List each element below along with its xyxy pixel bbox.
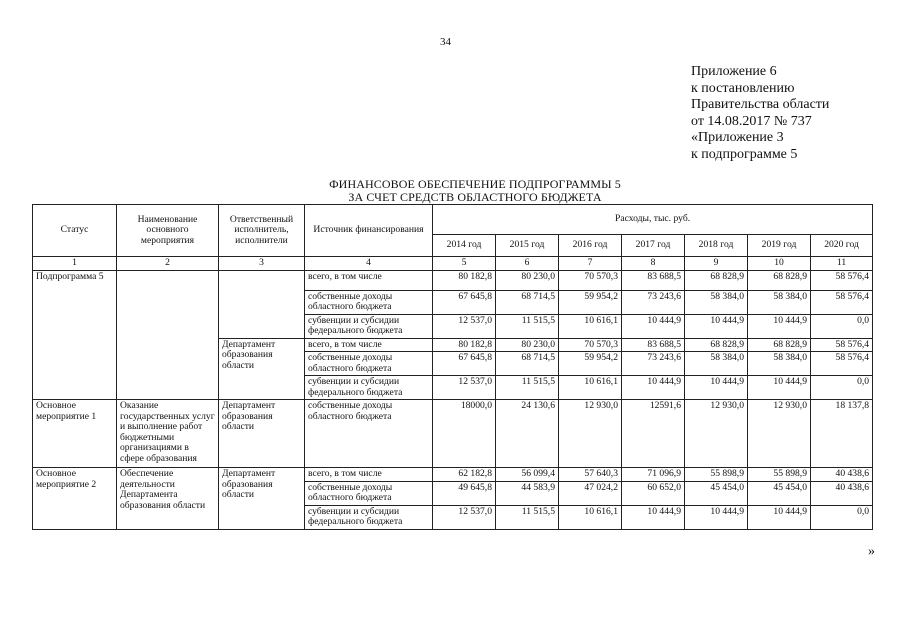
value-cell: 70 570,3 bbox=[559, 338, 622, 352]
table-row bbox=[33, 468, 873, 482]
header-activity: Наименование основного мероприятия bbox=[117, 205, 219, 257]
value-cell: 12 930,0 bbox=[748, 400, 811, 468]
executor-cell: Департамент образования области bbox=[219, 468, 305, 530]
value-cell: 68 714,5 bbox=[496, 290, 559, 314]
appendix-line: от 14.08.2017 № 737 bbox=[691, 113, 812, 129]
value-cell: 40 438,6 bbox=[811, 481, 873, 505]
value-cell: 10 616,1 bbox=[559, 376, 622, 400]
value-cell: 10 444,9 bbox=[685, 314, 748, 338]
source-cell: субвенции и субсидии федерального бюджета bbox=[305, 314, 433, 338]
value-cell: 68 714,5 bbox=[496, 352, 559, 376]
value-cell: 10 444,9 bbox=[748, 314, 811, 338]
value-cell: 44 583,9 bbox=[496, 481, 559, 505]
value-cell: 58 576,4 bbox=[811, 352, 873, 376]
value-cell: 12 930,0 bbox=[685, 400, 748, 468]
column-number: 6 bbox=[496, 257, 559, 271]
title-line-1: ФИНАНСОВОЕ ОБЕСПЕЧЕНИЕ ПОДПРОГРАММЫ 5 bbox=[329, 177, 621, 191]
value-cell: 57 640,3 bbox=[559, 468, 622, 482]
appendix-line: к постановлению bbox=[691, 80, 795, 96]
value-cell: 80 182,8 bbox=[433, 338, 496, 352]
executor-cell: Департамент образования области bbox=[219, 338, 305, 400]
value-cell: 67 645,8 bbox=[433, 290, 496, 314]
value-cell: 58 384,0 bbox=[748, 290, 811, 314]
value-cell: 45 454,0 bbox=[748, 481, 811, 505]
value-cell: 40 438,6 bbox=[811, 468, 873, 482]
appendix-note bbox=[691, 64, 829, 163]
source-cell: собственные доходы областного бюджета bbox=[305, 352, 433, 376]
status-cell: Основное мероприятие 1 bbox=[33, 400, 117, 468]
value-cell: 11 515,5 bbox=[496, 376, 559, 400]
executor-cell bbox=[219, 270, 305, 338]
column-number: 10 bbox=[748, 257, 811, 271]
value-cell: 80 182,8 bbox=[433, 270, 496, 290]
header-year: 2017 год bbox=[622, 235, 685, 257]
activity-cell bbox=[117, 270, 219, 400]
value-cell: 59 954,2 bbox=[559, 290, 622, 314]
value-cell: 47 024,2 bbox=[559, 481, 622, 505]
value-cell: 12591,6 bbox=[622, 400, 685, 468]
header-year: 2016 год bbox=[559, 235, 622, 257]
header-expenses: Расходы, тыс. руб. bbox=[433, 205, 873, 235]
value-cell: 59 954,2 bbox=[559, 352, 622, 376]
value-cell: 68 828,9 bbox=[748, 338, 811, 352]
value-cell: 0,0 bbox=[811, 376, 873, 400]
value-cell: 73 243,6 bbox=[622, 290, 685, 314]
value-cell: 12 537,0 bbox=[433, 376, 496, 400]
source-cell: собственные доходы областного бюджета bbox=[305, 481, 433, 505]
header-executor: Ответственный исполнитель, исполнители bbox=[219, 205, 305, 257]
header-year: 2014 год bbox=[433, 235, 496, 257]
source-cell: субвенции и субсидии федерального бюджета bbox=[305, 505, 433, 529]
value-cell: 80 230,0 bbox=[496, 270, 559, 290]
value-cell: 0,0 bbox=[811, 314, 873, 338]
value-cell: 12 537,0 bbox=[433, 505, 496, 529]
appendix-line: к подпрограмме 5 bbox=[691, 146, 798, 162]
value-cell: 10 616,1 bbox=[559, 505, 622, 529]
source-cell: всего, в том числе bbox=[305, 338, 433, 352]
appendix-line: «Приложение 3 bbox=[691, 130, 784, 145]
column-number: 4 bbox=[305, 257, 433, 271]
column-number: 3 bbox=[219, 257, 305, 271]
source-cell: всего, в том числе bbox=[305, 468, 433, 482]
column-number: 7 bbox=[559, 257, 622, 271]
value-cell: 12 930,0 bbox=[559, 400, 622, 468]
page-number: 34 bbox=[440, 36, 451, 48]
value-cell: 11 515,5 bbox=[496, 314, 559, 338]
value-cell: 12 537,0 bbox=[433, 314, 496, 338]
column-number-row bbox=[33, 257, 873, 271]
document-title bbox=[215, 178, 735, 204]
source-cell: субвенции и субсидии федерального бюджета bbox=[305, 376, 433, 400]
value-cell: 10 444,9 bbox=[622, 376, 685, 400]
value-cell: 68 828,9 bbox=[685, 338, 748, 352]
value-cell: 83 688,5 bbox=[622, 338, 685, 352]
value-cell: 58 384,0 bbox=[685, 290, 748, 314]
value-cell: 10 444,9 bbox=[622, 505, 685, 529]
header-year: 2019 год bbox=[748, 235, 811, 257]
value-cell: 10 444,9 bbox=[622, 314, 685, 338]
financing-table bbox=[32, 204, 873, 530]
column-number: 5 bbox=[433, 257, 496, 271]
title-line-2: ЗА СЧЕТ СРЕДСТВ ОБЛАСТНОГО БЮДЖЕТА bbox=[348, 190, 602, 204]
source-cell: всего, в том числе bbox=[305, 270, 433, 290]
header-status: Статус bbox=[33, 205, 117, 257]
value-cell: 45 454,0 bbox=[685, 481, 748, 505]
header-year: 2015 год bbox=[496, 235, 559, 257]
value-cell: 83 688,5 bbox=[622, 270, 685, 290]
value-cell: 10 616,1 bbox=[559, 314, 622, 338]
value-cell: 10 444,9 bbox=[748, 505, 811, 529]
value-cell: 62 182,8 bbox=[433, 468, 496, 482]
value-cell: 67 645,8 bbox=[433, 352, 496, 376]
source-cell: собственные доходы областного бюджета bbox=[305, 290, 433, 314]
value-cell: 10 444,9 bbox=[748, 376, 811, 400]
value-cell: 11 515,5 bbox=[496, 505, 559, 529]
column-number: 9 bbox=[685, 257, 748, 271]
appendix-line: Правительства области bbox=[691, 97, 830, 112]
value-cell: 68 828,9 bbox=[685, 270, 748, 290]
source-cell: собственные доходы областного бюджета bbox=[305, 400, 433, 468]
value-cell: 10 444,9 bbox=[685, 505, 748, 529]
activity-cell: Обеспечение деятельности Департамента образования области bbox=[117, 468, 219, 530]
value-cell: 58 576,4 bbox=[811, 290, 873, 314]
status-cell: Основное мероприятие 2 bbox=[33, 468, 117, 530]
value-cell: 58 576,4 bbox=[811, 338, 873, 352]
value-cell: 49 645,8 bbox=[433, 481, 496, 505]
value-cell: 58 576,4 bbox=[811, 270, 873, 290]
value-cell: 80 230,0 bbox=[496, 338, 559, 352]
closing-quote-mark: » bbox=[868, 544, 875, 559]
value-cell: 10 444,9 bbox=[685, 376, 748, 400]
status-cell: Подпрограмма 5 bbox=[33, 270, 117, 400]
value-cell: 58 384,0 bbox=[748, 352, 811, 376]
column-number: 11 bbox=[811, 257, 873, 271]
value-cell: 71 096,9 bbox=[622, 468, 685, 482]
table-row bbox=[33, 400, 873, 468]
value-cell: 68 828,9 bbox=[748, 270, 811, 290]
appendix-line: Приложение 6 bbox=[691, 64, 777, 79]
value-cell: 70 570,3 bbox=[559, 270, 622, 290]
value-cell: 18000,0 bbox=[433, 400, 496, 468]
column-number: 8 bbox=[622, 257, 685, 271]
value-cell: 55 898,9 bbox=[748, 468, 811, 482]
executor-cell: Департамент образования области bbox=[219, 400, 305, 468]
value-cell: 60 652,0 bbox=[622, 481, 685, 505]
header-year: 2018 год bbox=[685, 235, 748, 257]
header-source: Источник финансирования bbox=[305, 205, 433, 257]
value-cell: 18 137,8 bbox=[811, 400, 873, 468]
value-cell: 0,0 bbox=[811, 505, 873, 529]
value-cell: 55 898,9 bbox=[685, 468, 748, 482]
header-year: 2020 год bbox=[811, 235, 873, 257]
value-cell: 56 099,4 bbox=[496, 468, 559, 482]
value-cell: 58 384,0 bbox=[685, 352, 748, 376]
value-cell: 24 130,6 bbox=[496, 400, 559, 468]
table-row bbox=[33, 270, 873, 290]
column-number: 2 bbox=[117, 257, 219, 271]
column-number: 1 bbox=[33, 257, 117, 271]
value-cell: 73 243,6 bbox=[622, 352, 685, 376]
activity-cell: Оказание государственных услуг и выполнение работ бюджетными организациями в сфере образования bbox=[117, 400, 219, 468]
